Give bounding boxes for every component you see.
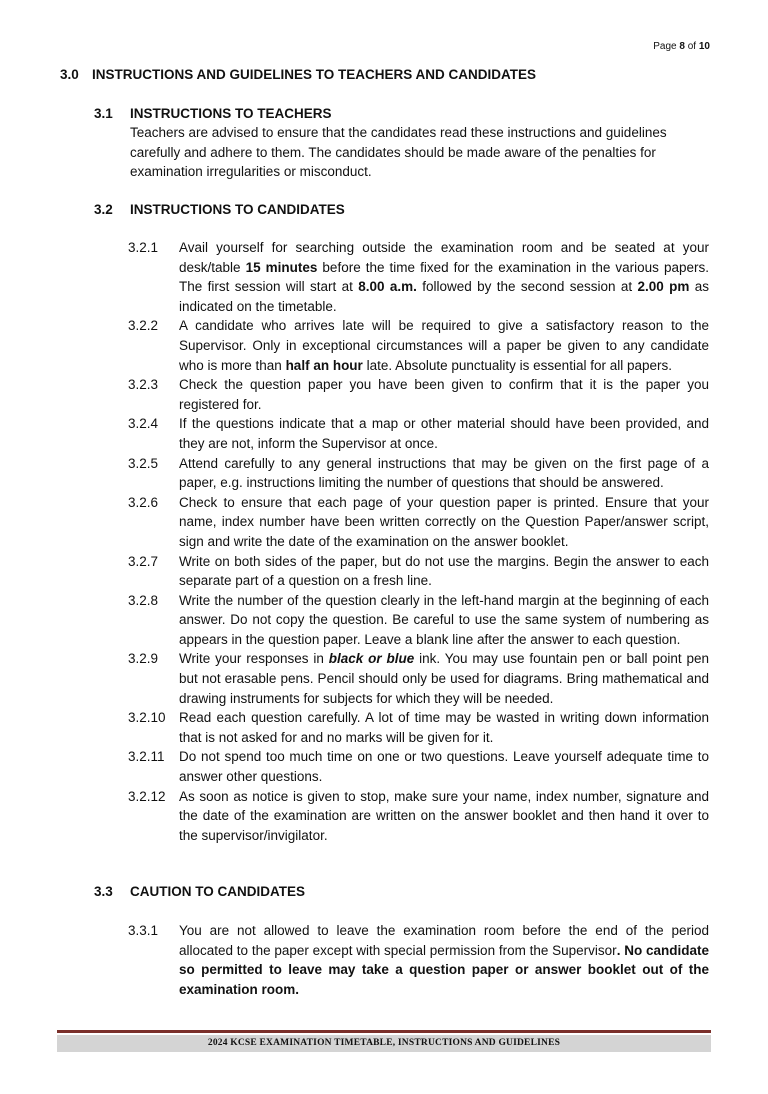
page-of: of xyxy=(687,41,697,52)
item-text-run: Avail yourself for searching outside the examination room and be seated at your desk/table xyxy=(179,240,709,275)
item-text-run: 15 minutes xyxy=(245,259,318,275)
list-item xyxy=(128,591,709,650)
item-text-run: As soon as notice is given to stop, make sure your name, index number, signature and the date of the examination are written on the answer booklet and then hand it over to the supervisor/invigilator. xyxy=(179,788,709,843)
section-3-1-body: Teachers are advised to ensure that the candidates read these instructions and guidelines carefully and adhere to them. The candidates should be made aware of the penalties for examination irregularities or misconduct. xyxy=(130,125,667,180)
item-text-run: You are not allowed to leave the examination room before the end of the period allocated to the paper except with special permission from the Supervisor xyxy=(179,923,709,958)
item-text xyxy=(179,414,709,453)
list-item xyxy=(128,454,709,493)
list-item xyxy=(128,414,709,453)
list-item xyxy=(128,552,709,591)
section-3-1 xyxy=(94,104,714,182)
main-heading xyxy=(60,67,536,82)
section-3-3-heading xyxy=(94,882,714,901)
item-number: 3.2.6 xyxy=(128,494,159,510)
item-text xyxy=(179,708,709,747)
item-text xyxy=(179,747,709,786)
footer-banner: 2024 KCSE EXAMINATION TIMETABLE, INSTRUCTIONS AND GUIDELINES xyxy=(57,1035,711,1052)
item-text-run: Do not spend too much time on one or two questions. Leave yourself adequate time to answer other questions. xyxy=(179,749,709,785)
section-3-2-number: 3.2 xyxy=(94,202,113,217)
section-3-1-title: INSTRUCTIONS TO TEACHERS xyxy=(130,106,332,121)
item-number: 3.2.12 xyxy=(128,788,166,804)
list-item xyxy=(128,708,709,747)
item-text-run: 2.00 pm xyxy=(637,279,690,295)
section-3-3-title: CAUTION TO CANDIDATES xyxy=(130,884,305,899)
item-text-run: late. Absolute punctuality is essential for all papers. xyxy=(362,357,672,373)
item-number: 3.2.10 xyxy=(128,710,166,726)
item-text xyxy=(179,591,709,650)
item-text xyxy=(179,375,709,414)
item-number: 3.2.3 xyxy=(128,377,159,393)
list-item xyxy=(128,649,709,708)
list-item xyxy=(128,375,709,414)
item-number: 3.2.2 xyxy=(128,318,159,334)
item-text-run: black or blue xyxy=(328,651,415,667)
item-text-run: Write the number of the question clearly in the left-hand margin at the beginning of each answer. Do not copy the question. Be careful to use the same system of numbering as appears in the question paper. Leave a blank line after the answer to each question. xyxy=(179,592,709,647)
section-3-2-title: INSTRUCTIONS TO CANDIDATES xyxy=(130,202,345,217)
list-item xyxy=(128,238,709,316)
item-number: 3.2.11 xyxy=(128,749,165,765)
item-text xyxy=(179,238,709,316)
list-item xyxy=(128,316,709,375)
list-item xyxy=(128,747,709,786)
item-number: 3.2.4 xyxy=(128,416,159,432)
list-item xyxy=(128,787,709,846)
page-label: Page xyxy=(653,41,677,52)
page-current: 8 xyxy=(679,41,685,52)
item-text-run: A candidate who arrives late will be required to give a satisfactory reason to the Supervisor. Only in exceptional circumstances will a paper be given to any candidate who is more than xyxy=(179,318,709,373)
item-text-run: If the questions indicate that a map or other material should have been provided, and they are not, inform the Supervisor at once. xyxy=(179,416,709,451)
item-number: 3.2.8 xyxy=(128,592,159,608)
item-text-run: Check the question paper you have been given to confirm that it is the paper you registered for. xyxy=(179,377,709,412)
item-text-run: half an hour xyxy=(285,357,363,373)
item-number: 3.2.7 xyxy=(128,553,159,569)
item-number: 3.2.9 xyxy=(128,651,159,667)
item-text-run: 8.00 a.m. xyxy=(358,279,417,295)
section-3-1-number: 3.1 xyxy=(94,106,113,121)
item-text-run: Attend carefully to any general instructions that may be given on the first page of a paper, e.g. instructions limiting the number of questions that should be answered. xyxy=(179,455,709,491)
item-number: 3.2.1 xyxy=(128,240,159,255)
main-heading-number: 3.0 xyxy=(60,67,79,82)
item-number: 3.3.1 xyxy=(128,923,159,938)
item-text xyxy=(179,493,709,552)
item-text-run: Check to ensure that each page of your question paper is printed. Ensure that your name, index number have been written correctly on the Question Paper/answer script, sign and write the date of the examination on the answer booklet. xyxy=(179,494,709,549)
item-text xyxy=(179,316,709,375)
section-3-2-heading xyxy=(94,200,714,219)
item-number: 3.2.5 xyxy=(128,455,159,471)
page-number xyxy=(653,41,710,52)
section-3-3-number: 3.3 xyxy=(94,884,113,899)
item-text-run: . No candidate so permitted to leave may take a question paper or answer booklet out of the examination room. xyxy=(179,942,709,997)
item-text xyxy=(179,454,709,493)
item-text-run: Read each question carefully. A lot of time may be wasted in writing down information that is not asked for and no marks will be given for it. xyxy=(179,710,709,745)
list-item xyxy=(128,921,709,999)
item-text xyxy=(179,921,709,999)
item-text xyxy=(179,552,709,591)
main-heading-title: INSTRUCTIONS AND GUIDELINES TO TEACHERS AND CANDIDATES xyxy=(92,67,537,82)
section-3-3-list xyxy=(128,921,709,999)
item-text-run: followed by the second session at xyxy=(416,279,638,295)
item-text-run: ink. You may use fountain pen or ball point pen but not erasable pens. Pencil should only be used for diagrams. Bring mathematical and drawing instruments for subjects for which they will be needed. xyxy=(179,651,709,706)
item-text-run: Write on both sides of the paper, but do not use the margins. Begin the answer to each separate part of a question on a fresh line. xyxy=(179,553,709,589)
item-text-run: Write your responses in xyxy=(179,651,329,667)
item-text-run: before the time fixed for the examination in the various papers. The first session will start at xyxy=(179,259,709,295)
item-text xyxy=(179,649,709,708)
footer-rule xyxy=(57,1030,711,1033)
page-total: 10 xyxy=(698,41,710,52)
item-text-run: as indicated on the timetable. xyxy=(179,279,709,314)
section-3-1-heading xyxy=(94,104,714,123)
list-item xyxy=(128,493,709,552)
item-text xyxy=(179,787,709,846)
section-3-2-list xyxy=(128,238,709,845)
